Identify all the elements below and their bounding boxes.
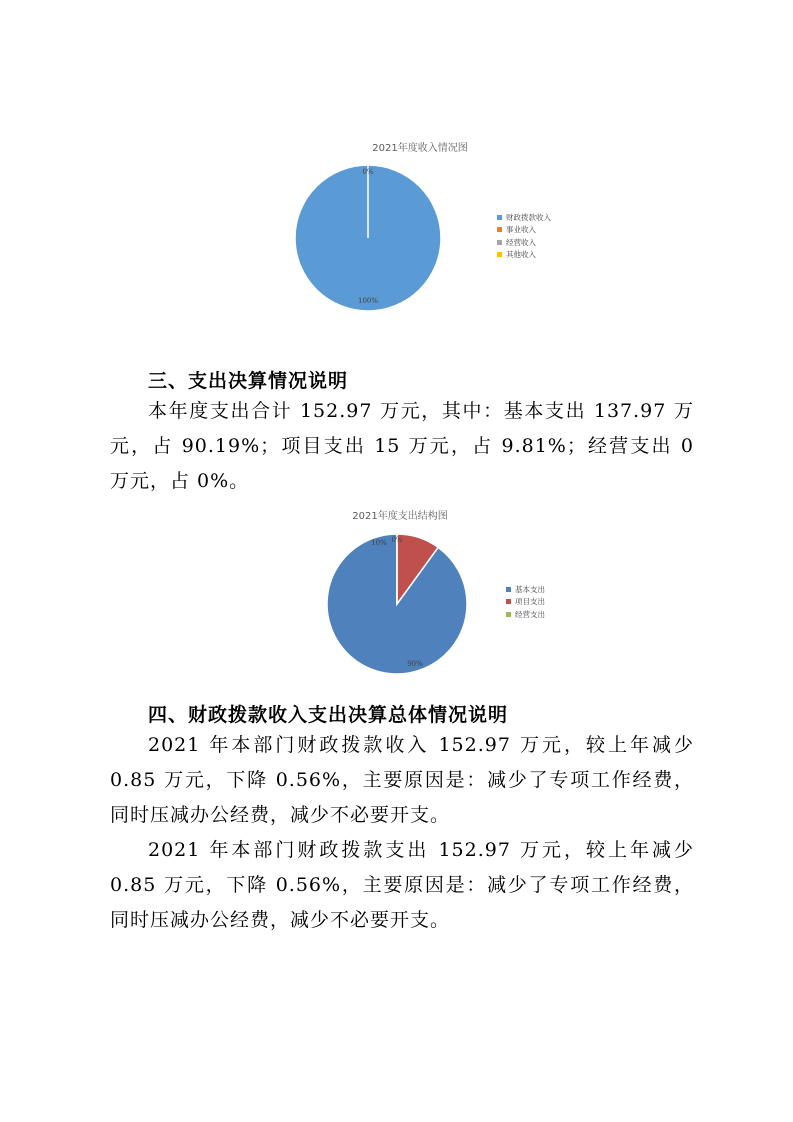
chart-title: 2021年度支出结构图 (352, 511, 448, 522)
legend-swatch (497, 215, 502, 220)
legend-item (506, 596, 545, 609)
legend-item (497, 249, 551, 262)
legend-swatch (497, 240, 502, 245)
section-heading-fiscal: 四、财政拨款收入支出决算总体情况说明 (148, 704, 509, 726)
legend-label: 经营收入 (506, 237, 536, 247)
legend-item (506, 583, 545, 596)
legend-item (497, 211, 551, 224)
legend-item (497, 236, 551, 249)
fiscal-income-paragraph: 2021 年本部门财政拨款收入 152.97 万元，较上年减少 0.85 万元，下降 0.56%，主要原因是：减少了专项工作经费，同时压减办公经费，减少不必要开支。 (110, 734, 694, 826)
chart-legend (497, 211, 551, 261)
legend-label: 其他收入 (506, 250, 536, 260)
legend-item (497, 224, 551, 237)
chart-title: 2021年度收入情况图 (372, 143, 468, 154)
pie-data-label: 0% (391, 536, 403, 544)
legend-swatch (497, 252, 502, 257)
legend-label: 基本支出 (515, 584, 545, 594)
expenditure-pie-chart (300, 504, 600, 682)
pie-data-label: 90% (407, 660, 423, 668)
pie-data-label: 10% (371, 539, 387, 547)
legend-label: 经营支出 (515, 609, 545, 619)
fiscal-expenditure-paragraph: 2021 年本部门财政拨款支出 152.97 万元，较上年减少 0.85 万元，下降 0.56%，主要原因是：减少了专项工作经费，同时压减办公经费，减少不必要开支。 (110, 839, 694, 931)
legend-item (506, 608, 545, 621)
chart-legend (506, 583, 545, 621)
income-pie-chart (260, 135, 580, 320)
expenditure-paragraph: 本年度支出合计 152.97 万元，其中：基本支出 137.97 万元，占 90.19%；项目支出 15 万元，占 9.81%；经营支出 0 万元，占 0%。 (110, 400, 694, 492)
legend-label: 事业收入 (506, 225, 536, 235)
legend-label: 财政拨款收入 (506, 212, 551, 222)
legend-swatch (506, 599, 511, 604)
legend-swatch (506, 587, 511, 592)
pie-data-label: 100% (357, 297, 379, 305)
legend-label: 项目支出 (515, 597, 545, 607)
pie-svg (300, 504, 600, 682)
legend-swatch (506, 612, 511, 617)
pie-data-label: 0% (362, 168, 374, 176)
section-heading-expenditure: 三、支出决算情况说明 (148, 370, 349, 392)
legend-swatch (497, 227, 502, 232)
